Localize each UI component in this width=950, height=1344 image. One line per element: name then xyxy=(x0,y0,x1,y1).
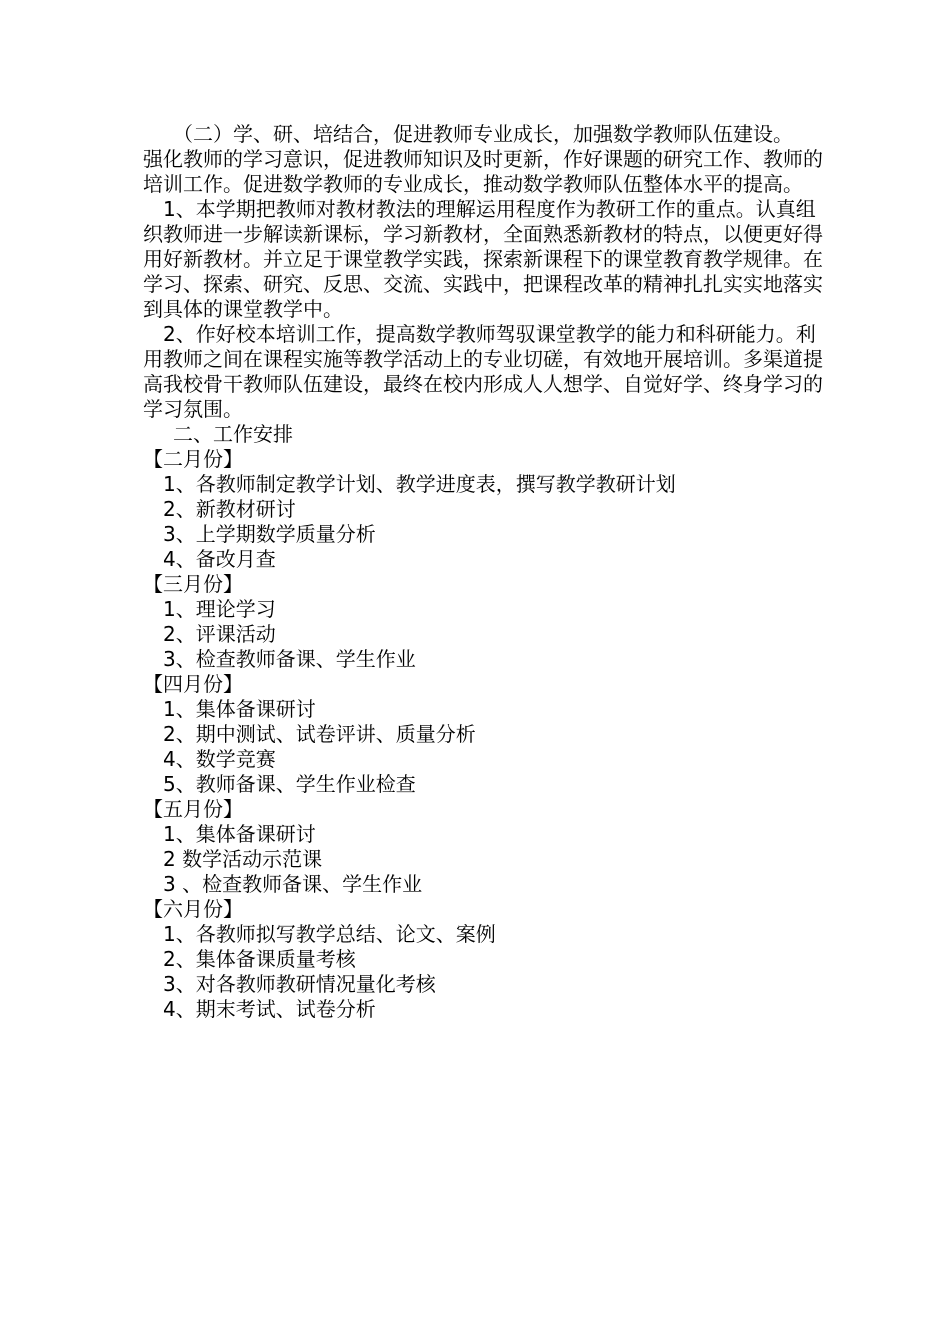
schedule-heading: 二、工作安排 xyxy=(173,422,293,446)
month-march xyxy=(143,572,833,672)
month-title: 【四月份】 xyxy=(143,672,243,696)
list-item: 2、期中测试、试卷评讲、质量分析 xyxy=(163,722,476,746)
list-item: 3 、检查教师备课、学生作业 xyxy=(163,872,423,896)
month-june xyxy=(143,897,833,1022)
list-item: 4、备改月查 xyxy=(163,547,276,571)
list-item: 2、评课活动 xyxy=(163,622,276,646)
month-february xyxy=(143,447,833,572)
month-title: 【二月份】 xyxy=(143,447,243,471)
list-item: 3、检查教师备课、学生作业 xyxy=(163,647,416,671)
list-item: 1、理论学习 xyxy=(163,597,276,621)
list-item: 2、新教材研讨 xyxy=(163,497,296,521)
month-may xyxy=(143,797,833,897)
list-item: 5、教师备课、学生作业检查 xyxy=(163,772,416,796)
list-item: 1、集体备课研讨 xyxy=(163,822,316,846)
list-item: 1、各教师制定教学计划、教学进度表，撰写教学教研计划 xyxy=(163,472,676,496)
document-page xyxy=(143,122,833,1022)
month-title: 【六月份】 xyxy=(143,897,243,921)
list-item: 4、期末考试、试卷分析 xyxy=(163,997,376,1021)
list-item: 2 数学活动示范课 xyxy=(163,847,323,871)
list-item: 3、上学期数学质量分析 xyxy=(163,522,376,546)
point-2: 2、作好校本培训工作，提高数学教师驾驭课堂教学的能力和科研能力。利用教师之间在课程实施等教学活动上的专业切磋，有效地开展培训。多渠道提高我校骨干教师队伍建设，最终在校内形成人人想学、自觉好学、终身学习的学习氛围。 xyxy=(143,322,823,421)
section-intro: 强化教师的学习意识，促进教师知识及时更新，作好课题的研究工作、教师的培训工作。促进数学教师的专业成长，推动数学教师队伍整体水平的提高。 xyxy=(143,147,823,196)
point-1: 1、本学期把教师对教材教法的理解运用程度作为教研工作的重点。认真组织教师进一步解读新课标，学习新教材，全面熟悉新教材的特点，以便更好得用好新教材。并立足于课堂教学实践，探索新课程下的课堂教育教学规律。在学习、探索、研究、反思、交流、实践中，把课程改革的精神扎扎实实地落实到具体的课堂教学中。 xyxy=(143,197,823,321)
month-title: 【五月份】 xyxy=(143,797,243,821)
list-item: 2、集体备课质量考核 xyxy=(163,947,356,971)
section-heading: （二）学、研、培结合，促进教师专业成长，加强数学教师队伍建设。 xyxy=(173,122,793,146)
list-item: 1、集体备课研讨 xyxy=(163,697,316,721)
month-april xyxy=(143,672,833,797)
list-item: 1、各教师拟写教学总结、论文、案例 xyxy=(163,922,496,946)
list-item: 4、数学竞赛 xyxy=(163,747,276,771)
month-title: 【三月份】 xyxy=(143,572,243,596)
list-item: 3、对各教师教研情况量化考核 xyxy=(163,972,436,996)
